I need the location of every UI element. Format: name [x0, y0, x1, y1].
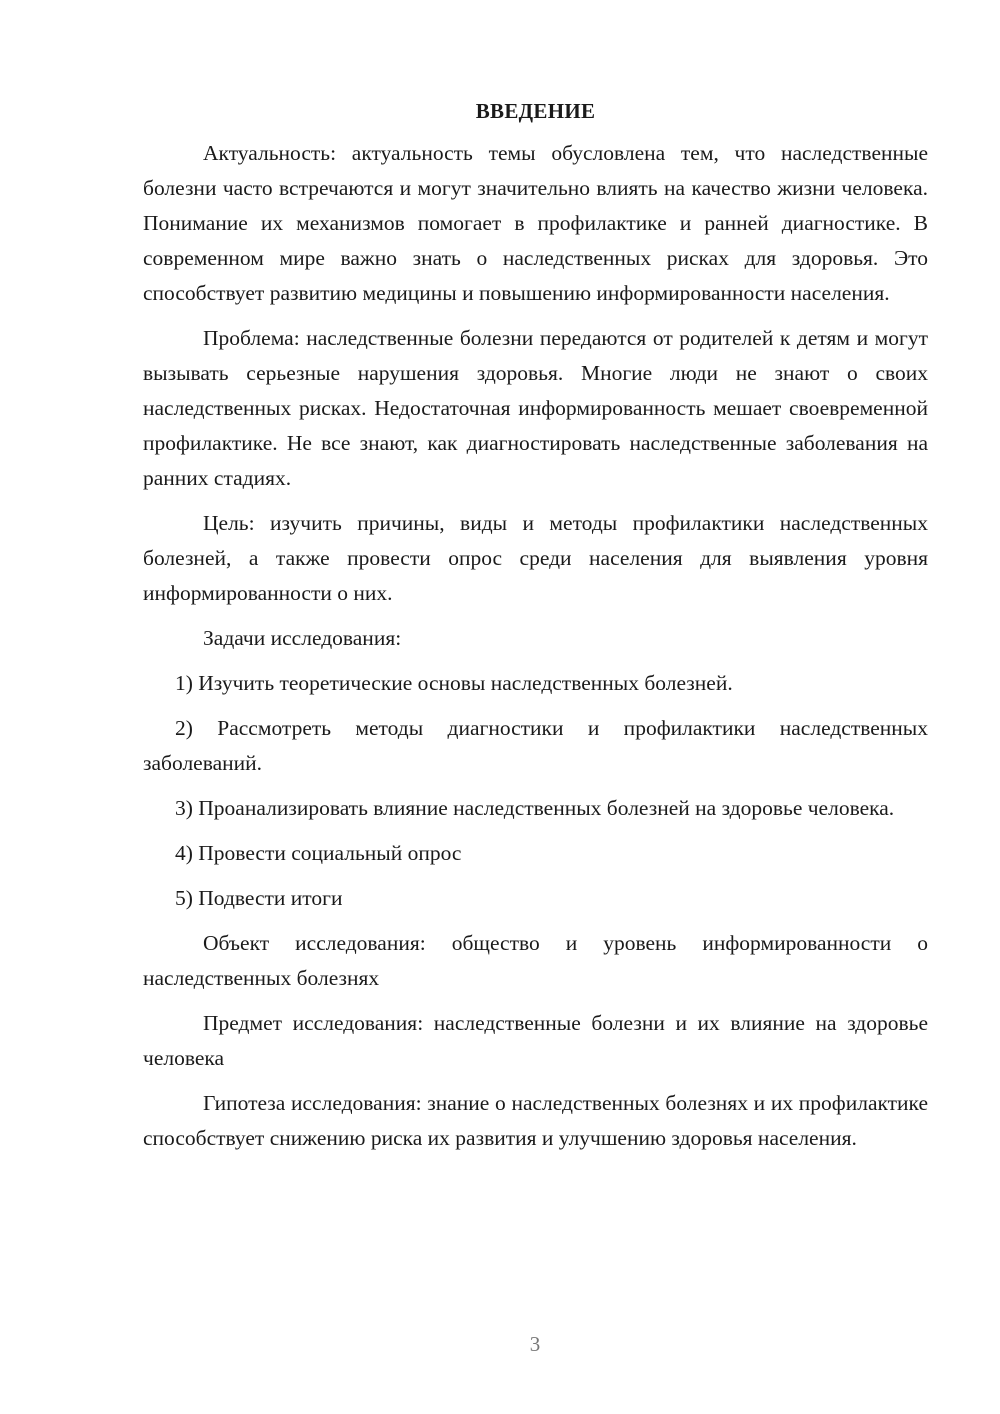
- document-page: [143, 92, 928, 1166]
- page-number: 3: [529, 1332, 541, 1356]
- problem-paragraph: Проблема: наследственные болезни передаются от родителей к детям и могут вызывать серьезные нарушения здоровья. Многие люди не знают о своих наследственных рисках. Недостаточная информированность мешает своевременной профилактике. Не все знают, как диагностировать наследственные заболевания на ранних стадиях.: [143, 326, 928, 490]
- section-title: ВВЕДЕНИЕ: [475, 99, 596, 123]
- task-item: 3) Проанализировать влияние наследственных болезней на здоровье человека.: [175, 796, 895, 820]
- task-item: 1) Изучить теоретические основы наследственных болезней.: [175, 671, 733, 695]
- object-paragraph: Объект исследования: общество и уровень информированности о наследственных болезнях: [143, 931, 928, 990]
- relevance-paragraph: Актуальность: актуальность темы обусловлена тем, что наследственные болезни часто встречаются и могут значительно влиять на качество жизни человека. Понимание их механизмов помогает в профилактике и ранней диагностике. В современном мире важно знать о наследственных рисках для здоровья. Это способствует развитию медицины и повышению информированности населения.: [143, 141, 928, 305]
- goal-paragraph: Цель: изучить причины, виды и методы профилактики наследственных болезней, а также провести опрос среди населения для выявления уровня информированности о них.: [143, 511, 928, 605]
- task-item: 4) Провести социальный опрос: [175, 841, 462, 865]
- hypothesis-paragraph: Гипотеза исследования: знание о наследственных болезнях и их профилактике способствует снижению риска их развития и улучшению здоровья населения.: [143, 1091, 928, 1150]
- subject-paragraph: Предмет исследования: наследственные болезни и их влияние на здоровье человека: [143, 1011, 928, 1070]
- task-item: 2) Рассмотреть методы диагностики и профилактики наследственных заболеваний.: [143, 716, 928, 775]
- task-item: 5) Подвести итоги: [175, 886, 343, 910]
- tasks-heading: Задачи исследования:: [203, 626, 402, 650]
